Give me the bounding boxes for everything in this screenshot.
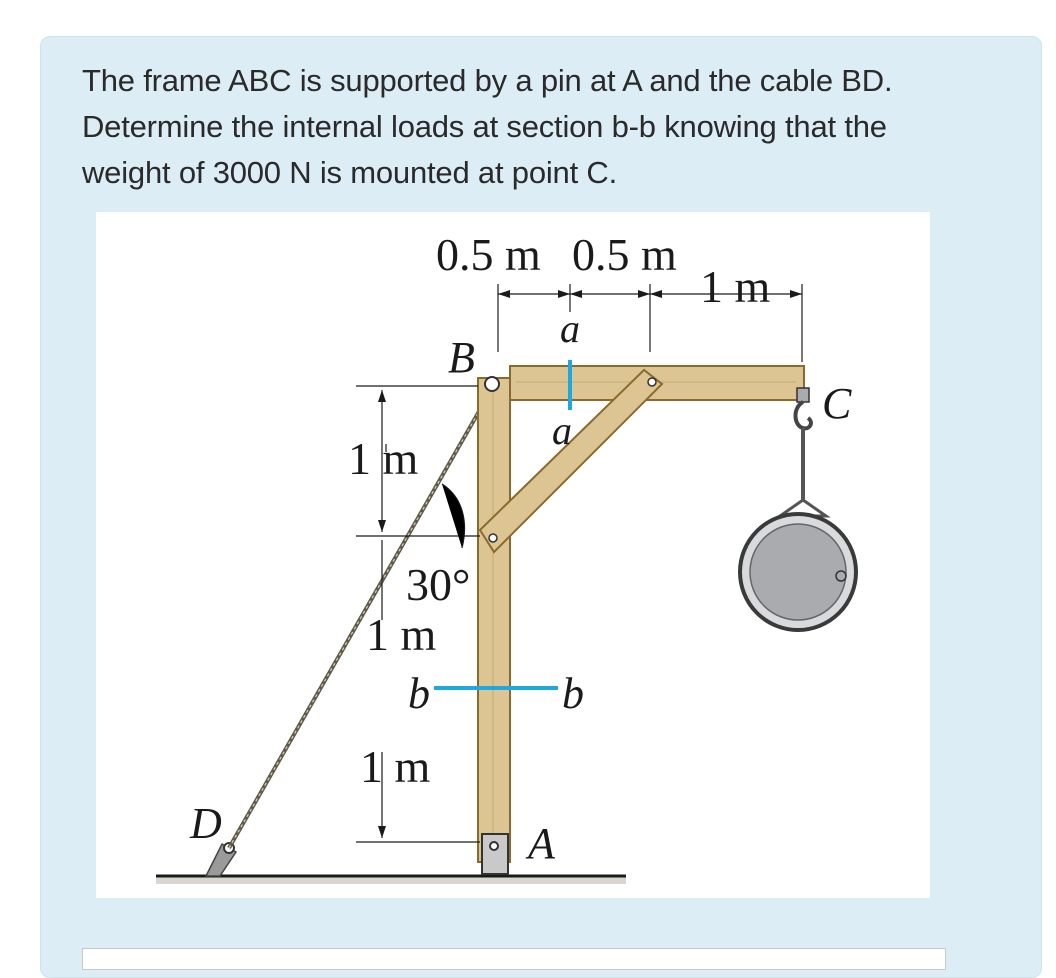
brace-upper-pin bbox=[648, 378, 656, 386]
label-c: C bbox=[822, 379, 852, 428]
dim-top-left: 0.5 m bbox=[436, 229, 541, 280]
hook-icon bbox=[795, 402, 810, 428]
hook-bracket bbox=[797, 388, 809, 402]
dim-top-middle: 0.5 m bbox=[572, 229, 677, 280]
support-a bbox=[482, 834, 508, 874]
brace-lower-pin bbox=[489, 534, 497, 542]
section-a-top-label: a bbox=[560, 306, 580, 351]
dim-top-right: 1 m bbox=[700, 261, 771, 312]
frame-diagram bbox=[96, 212, 930, 898]
label-a: A bbox=[528, 819, 555, 868]
pin-b bbox=[485, 377, 499, 391]
section-b-right-label: b bbox=[562, 669, 584, 718]
support-a-pin bbox=[490, 842, 498, 850]
dim-left-lower: 1 m bbox=[360, 741, 431, 792]
answer-box[interactable] bbox=[82, 948, 946, 970]
section-a-bottom-label: a bbox=[552, 408, 572, 453]
dim-left-middle: 1 m bbox=[366, 609, 437, 660]
angle-label: 30° bbox=[406, 559, 471, 610]
weight-face bbox=[750, 524, 846, 620]
question-text: The frame ABC is supported by a pin at A and the cable BD. Determine the internal loads at section b-b knowing that the weight of 3000 N is mounted at point C. bbox=[82, 63, 893, 190]
label-b: B bbox=[448, 333, 475, 382]
frame-diagram-svg bbox=[96, 212, 930, 898]
vertical-post bbox=[478, 378, 510, 862]
dim-left-upper: 1 m bbox=[348, 433, 419, 484]
section-b-left-label: b bbox=[408, 669, 430, 718]
label-d: D bbox=[190, 799, 222, 848]
